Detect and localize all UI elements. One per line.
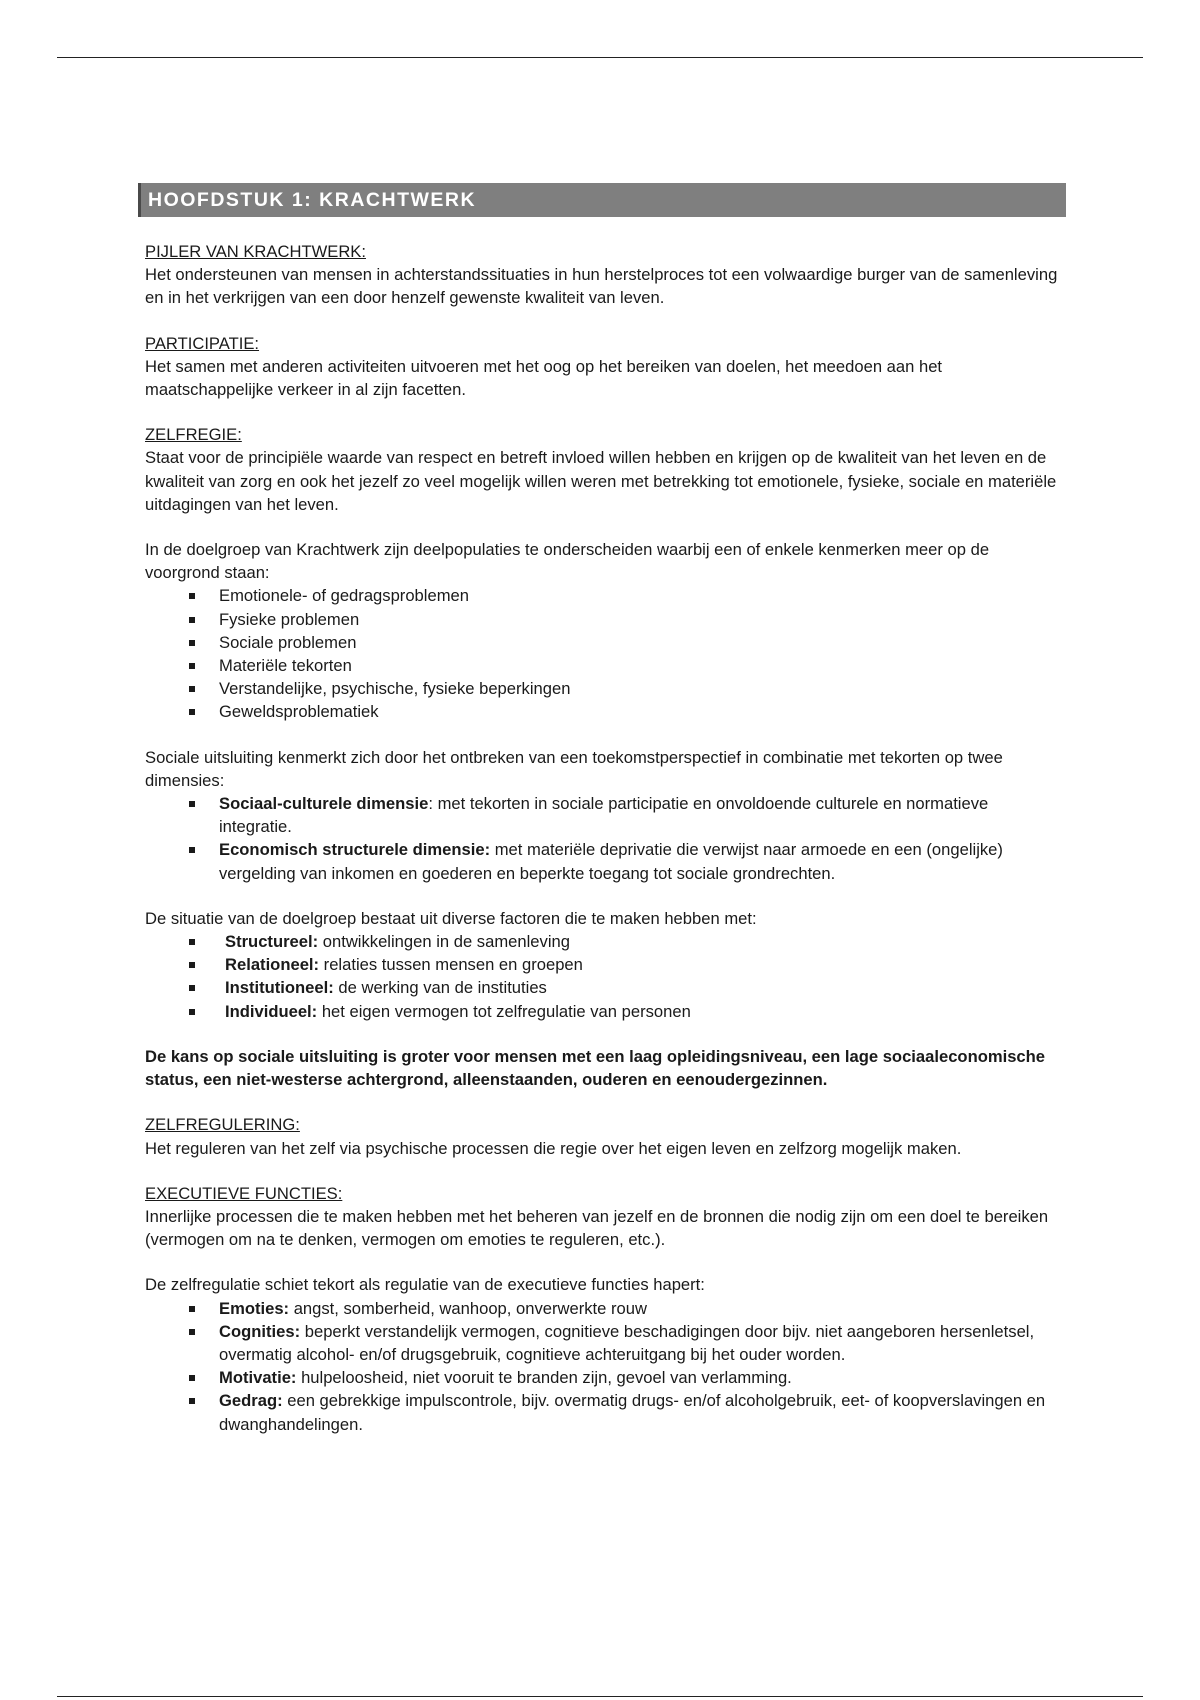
document-body xyxy=(145,240,1065,1436)
list-item-text: het eigen vermogen tot zelfregulatie van personen xyxy=(317,1001,691,1021)
list-item xyxy=(187,1366,1065,1389)
list-item-term: Individueel: xyxy=(225,1001,318,1021)
bullet-list xyxy=(145,930,1065,1023)
top-rule xyxy=(57,57,1143,58)
list-item xyxy=(187,953,1065,976)
bullet-list xyxy=(145,584,1065,723)
list-item-term: Cognities: xyxy=(219,1321,301,1341)
list-item-term: Institutioneel: xyxy=(225,978,334,998)
list-item-text: beperkt verstandelijk vermogen, cognitieve beschadigingen door bijv. niet aangeboren hersenletsel, overmatig alcohol- en/of drugsgebruik, cognitieve achteruitgang bij het ouder worden. xyxy=(219,1321,1035,1364)
paragraph-intro: De zelfregulatie schiet tekort als regulatie van de executieve functies hapert: xyxy=(145,1275,705,1295)
section-text: Innerlijke processen die te maken hebben met het beheren van jezelf en de bronnen die nodig zijn om een doel te bereiken (vermogen om na te denken, vermogen om emoties te reguleren, etc.). xyxy=(145,1206,1049,1250)
list-item-term: Economisch structurele dimensie: xyxy=(219,840,491,860)
list-item xyxy=(187,1000,1065,1023)
paragraph-intro: Sociale uitsluiting kenmerkt zich door het ontbreken van een toekomstperspectief in combinatie met tekorten op twee dimensies: xyxy=(145,747,1003,790)
section-uitsluiting xyxy=(145,746,1065,885)
list-item-term: Relationeel: xyxy=(225,955,320,975)
chapter-heading-bar xyxy=(138,183,1066,217)
section-tekort xyxy=(145,1273,1065,1435)
list-item-text: angst, somberheid, wanhoop, onverwerkte rouw xyxy=(289,1298,647,1318)
list-item-text: hulpeloosheid, niet vooruit te branden zijn, gevoel van verlamming. xyxy=(296,1368,792,1388)
list-item-term: Sociaal-culturele dimensie xyxy=(219,794,429,814)
list-item xyxy=(187,930,1065,953)
list-item-text: met materiële deprivatie die verwijst naar armoede en een (ongelijke) vergelding van inkomen en goederen en beperkte toegang tot sociale grondrechten. xyxy=(219,840,1003,883)
section-participatie xyxy=(145,332,1065,402)
section-heading: PIJLER VAN KRACHTWERK: xyxy=(145,242,366,261)
list-item: Verstandelijke, psychische, fysieke beperkingen xyxy=(187,677,1065,700)
list-item: Materiële tekorten xyxy=(187,654,1065,677)
section-text: Het samen met anderen activiteiten uitvoeren met het oog op het bereiken van doelen, het meedoen aan het maatschappelijke verkeer in al zijn facetten. xyxy=(145,356,943,400)
list-item-text: de werking van de instituties xyxy=(333,978,547,998)
list-item xyxy=(187,1389,1065,1435)
bullet-list xyxy=(145,1297,1065,1436)
list-item-text: ontwikkelingen in de samenleving xyxy=(318,932,570,952)
bottom-rule xyxy=(57,1696,1143,1697)
section-zelfregulering xyxy=(145,1113,1065,1159)
list-item-term: Gedrag: xyxy=(219,1391,283,1411)
chapter-title: HOOFDSTUK 1: KRACHTWERK xyxy=(148,189,477,211)
list-item xyxy=(187,1320,1065,1366)
section-pijler xyxy=(145,240,1065,310)
list-item: Geweldsproblematiek xyxy=(187,700,1065,723)
section-zelfregie xyxy=(145,423,1065,516)
section-text: Het ondersteunen van mensen in achterstandssituaties in hun herstelproces tot een volwaardige burger van de samenleving en in het verkrijgen van een door henzelf gewenste kwaliteit van leven. xyxy=(145,265,1058,308)
list-item-term: Motivatie: xyxy=(219,1368,297,1388)
section-kans xyxy=(145,1045,1065,1091)
section-heading: ZELFREGULERING: xyxy=(145,1115,300,1135)
section-situatie xyxy=(145,907,1065,1023)
list-item-term: Structureel: xyxy=(225,932,319,952)
paragraph-intro: De situatie van de doelgroep bestaat uit diverse factoren die te maken hebben met: xyxy=(145,908,757,928)
section-text: Staat voor de principiële waarde van respect en betreft invloed willen hebben en krijgen op de kwaliteit van het leven en de kwaliteit van zorg en ook het jezelf zo veel mogelijk willen weren met betrekking tot emotionele, fysieke, sociale en materiële uitdagingen van het leven. xyxy=(145,448,1057,514)
list-item: Sociale problemen xyxy=(187,631,1065,654)
bold-paragraph-text: De kans op sociale uitsluiting is groter voor mensen met een laag opleidingsniveau, een lage sociaaleconomische status, een niet-westerse achtergrond, alleenstaanden, ouderen en eenoudergezinnen. xyxy=(145,1046,1046,1090)
list-item xyxy=(187,1297,1065,1320)
list-item: Emotionele- of gedragsproblemen xyxy=(187,584,1065,607)
bullet-list xyxy=(145,792,1065,885)
list-item-text: : met tekorten in sociale participatie en onvoldoende culturele en normatieve integratie. xyxy=(219,794,989,837)
list-item: Fysieke problemen xyxy=(187,608,1065,631)
section-text: Het reguleren van het zelf via psychische processen die regie over het eigen leven en zelfzorg mogelijk maken. xyxy=(145,1138,962,1158)
section-heading: PARTICIPATIE: xyxy=(145,333,260,353)
paragraph-intro: In de doelgroep van Krachtwerk zijn deelpopulaties te onderscheiden waarbij een of enkele kenmerken meer op de voorgrond staan: xyxy=(145,540,990,583)
section-heading: ZELFREGIE: xyxy=(145,425,242,445)
section-heading: EXECUTIEVE FUNCTIES: xyxy=(145,1183,343,1203)
list-item-term: Emoties: xyxy=(219,1298,290,1318)
list-item xyxy=(187,838,1065,884)
list-item-text: relaties tussen mensen en groepen xyxy=(319,955,583,975)
list-item xyxy=(187,792,1065,838)
section-executieve xyxy=(145,1182,1065,1252)
section-doelgroep xyxy=(145,538,1065,724)
bold-paragraph xyxy=(145,1045,1065,1091)
list-item xyxy=(187,976,1065,999)
list-item-text: een gebrekkige impulscontrole, bijv. overmatig drugs- en/of alcoholgebruik, eet- of koopverslavingen en dwanghandelingen. xyxy=(219,1391,1046,1434)
